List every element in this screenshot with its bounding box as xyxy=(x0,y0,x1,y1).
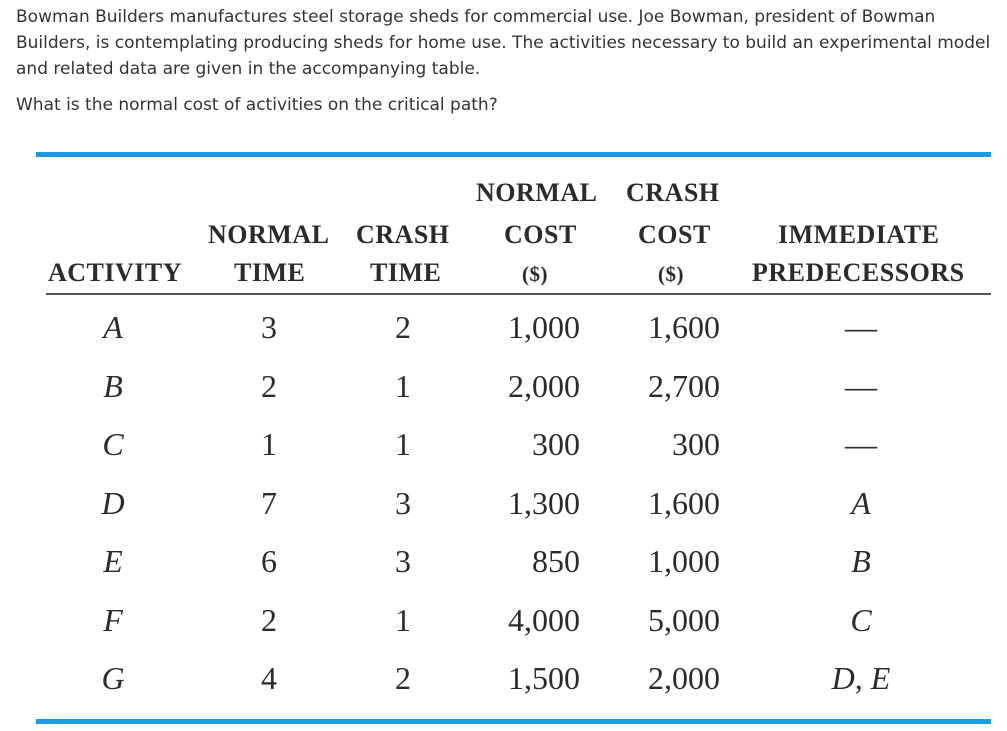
cell-crash-cost: 1,600 xyxy=(648,485,720,521)
cell-normal-time: 2 xyxy=(261,368,277,404)
cell-normal-cost: 300 xyxy=(532,426,580,462)
table-row xyxy=(36,368,991,412)
header-crash-time-line2: TIME xyxy=(370,258,442,287)
header-crash-cost-line2: COST xyxy=(638,220,711,249)
cell-crash-time: 2 xyxy=(395,660,411,696)
cell-crash-cost: 5,000 xyxy=(648,602,720,638)
cell-crash-cost: 1,000 xyxy=(648,543,720,579)
cell-crash-time: 2 xyxy=(395,309,411,345)
cell-predecessors: D, E xyxy=(831,660,891,696)
table-row xyxy=(36,426,991,470)
cell-predecessors: — xyxy=(845,426,877,462)
cell-normal-cost: 1,500 xyxy=(508,660,580,696)
cell-normal-time: 3 xyxy=(261,309,277,345)
cell-normal-time: 2 xyxy=(261,602,277,638)
cell-predecessors: B xyxy=(851,543,871,579)
cell-normal-time: 7 xyxy=(261,485,277,521)
cell-crash-cost: 300 xyxy=(672,426,720,462)
cell-crash-time: 1 xyxy=(395,426,411,462)
cell-crash-time: 3 xyxy=(395,543,411,579)
cell-crash-cost: 1,600 xyxy=(648,309,720,345)
cell-predecessors: A xyxy=(851,485,871,521)
cell-activity: F xyxy=(103,602,123,638)
header-normal-time-line1: NORMAL xyxy=(208,220,330,249)
cell-activity: G xyxy=(101,660,125,696)
table-top-rule xyxy=(36,152,991,157)
header-normal-cost-line1: NORMAL xyxy=(476,178,598,207)
cell-crash-cost: 2,700 xyxy=(648,368,720,404)
cell-normal-cost: 1,000 xyxy=(508,309,580,345)
cell-activity: D xyxy=(101,485,125,521)
cell-normal-time: 1 xyxy=(261,426,277,462)
header-normal-cost-line2: COST xyxy=(504,220,577,249)
header-normal-cost-line3: ($) xyxy=(522,262,548,286)
activity-table xyxy=(36,152,991,724)
cell-normal-time: 4 xyxy=(261,660,277,696)
cell-normal-cost: 850 xyxy=(532,543,580,579)
cell-predecessors: — xyxy=(845,368,877,404)
cell-predecessors: — xyxy=(845,309,877,345)
cell-normal-cost: 1,300 xyxy=(508,485,580,521)
question-prompt: What is the normal cost of activities on the critical path? xyxy=(16,95,498,115)
cell-normal-cost: 4,000 xyxy=(508,602,580,638)
header-crash-cost-line3: ($) xyxy=(658,262,684,286)
cell-crash-cost: 2,000 xyxy=(648,660,720,696)
cell-normal-time: 6 xyxy=(261,543,277,579)
header-rule xyxy=(46,293,991,295)
cell-activity: B xyxy=(103,368,123,404)
table-row xyxy=(36,309,991,353)
header-crash-time-line1: CRASH xyxy=(356,220,450,249)
table-row xyxy=(36,543,991,587)
question-intro: Bowman Builders manufactures steel storage sheds for commercial use. Joe Bowman, president of Bowman Builders, is contemplating producing sheds for home use. The activities necessary to build an experimental model and related data are given in the accompanying table. xyxy=(16,7,991,79)
table-row xyxy=(36,485,991,529)
header-predecessors-line2: PREDECESSORS xyxy=(752,258,965,287)
cell-normal-cost: 2,000 xyxy=(508,368,580,404)
cell-activity: A xyxy=(103,309,123,345)
cell-activity: E xyxy=(103,543,123,579)
cell-crash-time: 1 xyxy=(395,602,411,638)
header-crash-cost-line1: CRASH xyxy=(626,178,720,207)
header-predecessors-line1: IMMEDIATE xyxy=(778,220,940,249)
question-text xyxy=(16,4,991,118)
table-bottom-rule xyxy=(36,719,991,724)
header-activity: ACTIVITY xyxy=(48,258,183,287)
cell-crash-time: 3 xyxy=(395,485,411,521)
cell-activity: C xyxy=(102,426,124,462)
header-normal-time-line2: TIME xyxy=(234,258,306,287)
cell-crash-time: 1 xyxy=(395,368,411,404)
table-row xyxy=(36,660,991,704)
table-row xyxy=(36,602,991,646)
cell-predecessors: C xyxy=(850,602,872,638)
